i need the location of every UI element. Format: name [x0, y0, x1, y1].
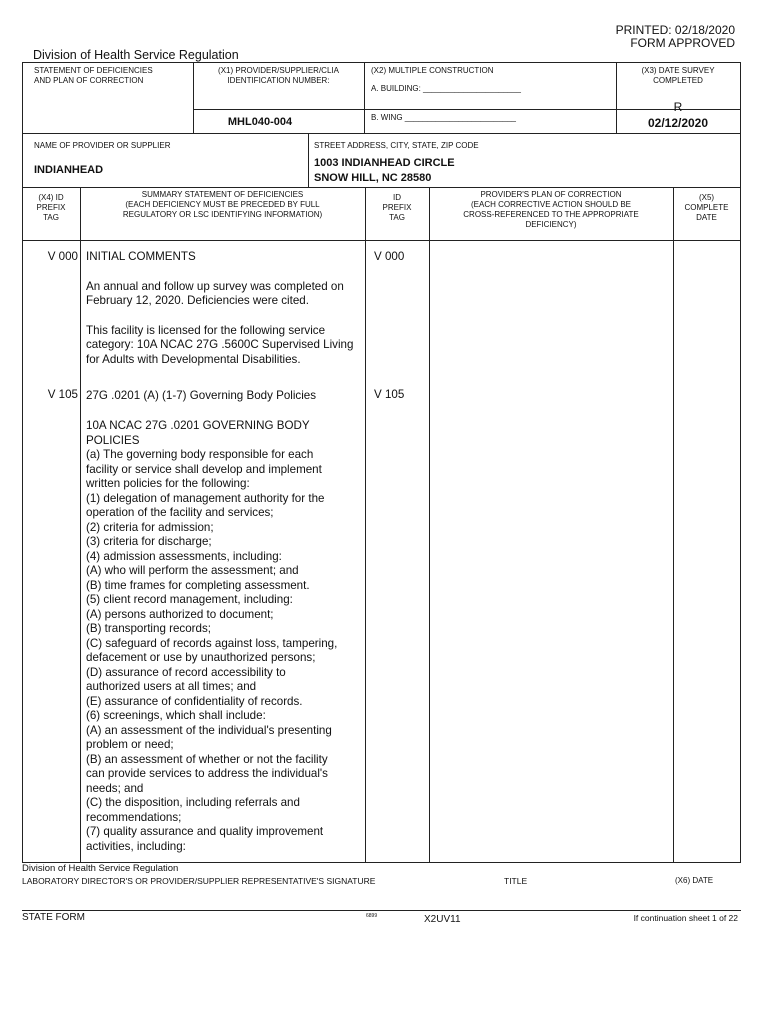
wing-line: B. WING _________________________ — [371, 113, 517, 122]
id-header-3: TAG — [389, 213, 405, 222]
signature-label: LABORATORY DIRECTOR'S OR PROVIDER/SUPPLIER REPRESENTATIVE'S SIGNATURE — [22, 876, 376, 886]
rule-line: POLICIES — [86, 433, 140, 447]
x3-label-2: COMPLETED — [653, 76, 703, 85]
rule-line: recommendations; — [86, 810, 182, 824]
entry-body — [86, 250, 362, 367]
initial-comments-title: INITIAL COMMENTS — [86, 250, 196, 263]
tag-v000: V 000 — [47, 250, 78, 263]
x3-label-1: (X3) DATE SURVEY — [641, 66, 715, 75]
summary-header-1: SUMMARY STATEMENT OF DEFICIENCIES — [141, 190, 304, 199]
survey-date: 02/12/2020 — [647, 116, 709, 130]
summary-header-3: REGULATORY OR LSC IDENTIFYING INFORMATION) — [122, 210, 323, 219]
provider-label: NAME OF PROVIDER OR SUPPLIER — [34, 141, 171, 150]
plan-header-4: DEFICIENCY) — [525, 220, 577, 229]
x4-header-1: (X4) ID — [38, 193, 64, 202]
x1-label-2: IDENTIFICATION NUMBER: — [227, 76, 330, 85]
footer-division: Division of Health Service Regulation — [22, 863, 179, 874]
rule-line: (A) an assessment of the individual's presenting — [86, 723, 332, 737]
rule-text — [86, 419, 337, 854]
state-form-label: STATE FORM — [22, 912, 85, 923]
tag-v000-right: V 000 — [374, 250, 405, 263]
rule-line: (3) criteria for discharge; — [86, 535, 212, 548]
building-line: A. BUILDING: ______________________ — [371, 84, 521, 93]
title-label: TITLE — [504, 876, 528, 886]
address-label: STREET ADDRESS, CITY, STATE, ZIP CODE — [314, 141, 479, 150]
survey-paragraph: An annual and follow up survey was completed on February 12, 2020. Deficiencies were cited. — [86, 279, 344, 307]
summary-header-2: (EACH DEFICIENCY MUST BE PRECEDED BY FULL — [125, 200, 320, 209]
rule-line: (B) transporting records; — [86, 622, 212, 635]
event-id: X2UV11 — [424, 914, 461, 925]
provider-name: INDIANHEAD — [34, 164, 104, 176]
rule-line: (B) an assessment of whether or not the facility — [86, 752, 328, 766]
rule-line: defacement or use by unauthorized persons; — [86, 651, 316, 664]
plan-header-3: CROSS-REFERENCED TO THE APPROPRIATE — [463, 210, 639, 219]
plan-header-1: PROVIDER'S PLAN OF CORRECTION — [480, 190, 622, 199]
rule-line: activities, including: — [86, 839, 186, 853]
id-header-1: ID — [393, 193, 401, 202]
provider-id-number: MHL040-004 — [227, 116, 293, 128]
form-code: 6899 — [366, 913, 378, 919]
rule-line: (A) who will perform the assessment; and — [86, 564, 299, 577]
footer-rule — [22, 910, 741, 911]
rule-line: (5) client record management, including: — [86, 593, 293, 606]
governing-body-title: 27G .0201 (A) (1-7) Governing Body Policies — [86, 389, 317, 402]
x6-date-label: (X6) DATE — [675, 876, 714, 885]
rule-line: needs; and — [86, 781, 144, 795]
x4-header-2: PREFIX — [36, 203, 66, 212]
statement-label-1: STATEMENT OF DEFICIENCIES — [34, 66, 153, 75]
rule-line: operation of the facility and services; — [86, 506, 274, 519]
rule-line: (C) the disposition, including referrals and — [86, 796, 300, 809]
rule-line: written policies for the following: — [86, 477, 250, 490]
division-title: Division of Health Service Regulation — [33, 48, 239, 62]
license-paragraph: This facility is licensed for the following service category: 10A NCAC 27G .5600C Supervised Living for Adults with Developmental Disabilities. — [86, 323, 354, 366]
rule-line: (6) screenings, which shall include: — [86, 709, 266, 722]
x2-label: (X2) MULTIPLE CONSTRUCTION — [371, 66, 494, 75]
address-line-1: 1003 INDIANHEAD CIRCLE — [314, 157, 455, 169]
tag-v105: V 105 — [47, 388, 78, 401]
x5-header-1: (X5) — [698, 193, 715, 202]
rule-line: (E) assurance of confidentiality of records. — [86, 694, 303, 708]
x1-label-1: (X1) PROVIDER/SUPPLIER/CLIA — [218, 66, 339, 75]
rule-line: can provide services to address the individual's — [86, 767, 328, 780]
rule-line: authorized users at all times; and — [86, 680, 257, 693]
rule-line: (2) criteria for admission; — [86, 520, 214, 534]
rule-line: (a) The governing body responsible for each — [86, 448, 314, 461]
survey-r: R — [673, 100, 683, 114]
rule-line: problem or need; — [86, 738, 174, 751]
rule-line: (A) persons authorized to document; — [86, 607, 274, 621]
rule-line: (C) safeguard of records against loss, tampering, — [86, 636, 338, 650]
x4-header-3: TAG — [43, 213, 59, 222]
rule-line: facility or service shall develop and implement — [86, 462, 322, 476]
rule-line: (7) quality assurance and quality improvement — [86, 825, 324, 838]
x5-header-3: DATE — [696, 213, 717, 222]
plan-header-2: (EACH CORRECTIVE ACTION SHOULD BE — [470, 200, 632, 209]
rule-line: (4) admission assessments, including: — [86, 549, 282, 563]
form-approved: FORM APPROVED — [630, 36, 735, 50]
continuation-sheet: If continuation sheet 1 of 22 — [633, 913, 738, 923]
id-header-2: PREFIX — [382, 203, 412, 212]
rule-line: 10A NCAC 27G .0201 GOVERNING BODY — [86, 419, 310, 432]
rule-line: (D) assurance of record accessibility to — [86, 665, 286, 679]
rule-line: (1) delegation of management authority for the — [86, 491, 325, 505]
statement-label-2: AND PLAN OF CORRECTION — [34, 76, 144, 85]
printed-date: PRINTED: 02/18/2020 — [615, 23, 735, 37]
rule-line: (B) time frames for completing assessment. — [86, 578, 310, 592]
x5-header-2: COMPLETE — [684, 203, 729, 212]
address-line-2: SNOW HILL, NC 28580 — [314, 172, 432, 184]
tag-v105-right: V 105 — [374, 388, 405, 401]
